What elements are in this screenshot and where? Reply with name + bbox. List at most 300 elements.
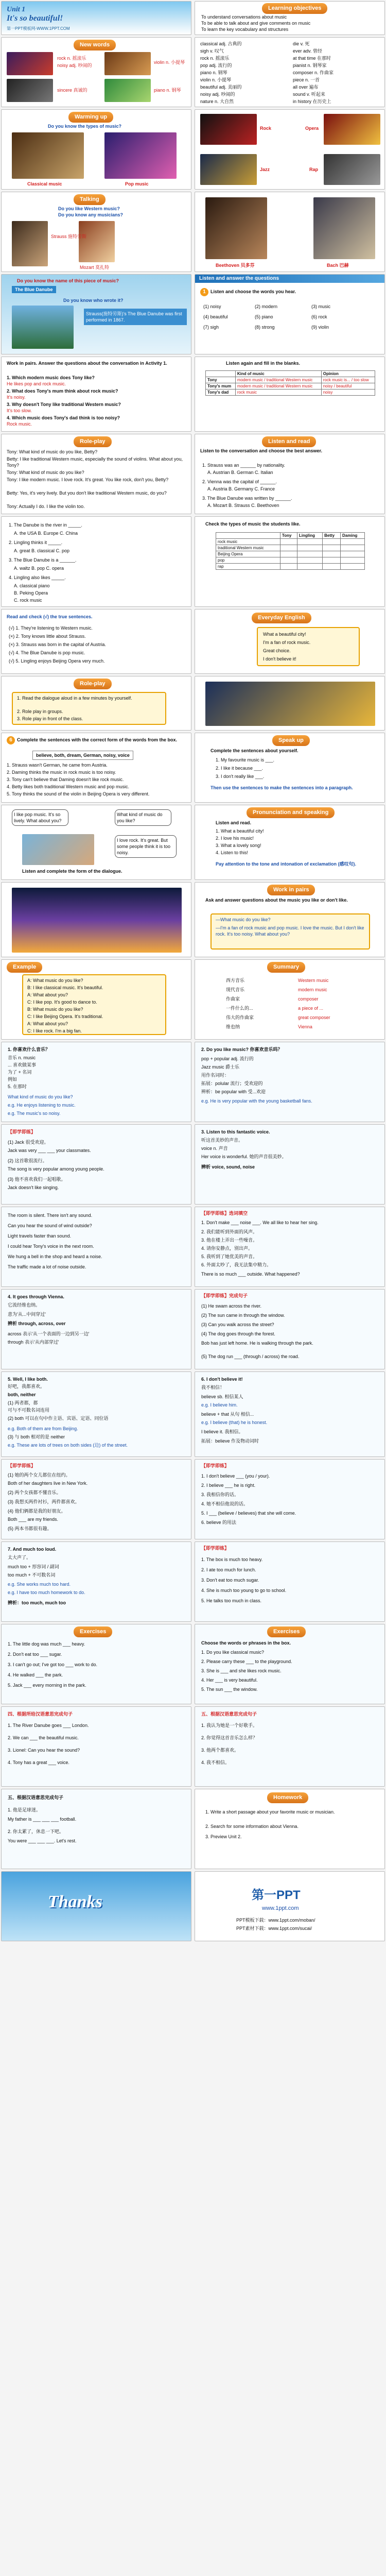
new-words-header: New words: [74, 40, 116, 50]
dialogue-line: Betty: Yes, it's very lively. But you don't like traditional Western music, do you?: [7, 490, 167, 496]
practice-line: 2. I believe ___ he is right.: [201, 1483, 256, 1488]
through-line: across 表示'从一个表面的一边到另一边': [8, 1331, 90, 1336]
rap-label: Rap: [309, 167, 319, 172]
vocab-item: die v. 死: [293, 41, 310, 46]
exercises-slide-1: [1, 1624, 191, 1704]
example-line: C: I like Beijing Opera. It's traditional.: [27, 1014, 103, 1019]
blue-danube-slide: [1, 274, 191, 354]
everyday-english-slide: [195, 609, 385, 674]
listen-read-slide: [195, 434, 385, 514]
composers-slide: [195, 192, 385, 272]
summary-en: a piece of ...: [298, 1006, 324, 1011]
true-instruction: Read and check (√) the true sentences.: [7, 614, 93, 619]
voice-line: voice n. 声音: [201, 1146, 228, 1151]
grammar-line: 拓展：polular 流行；受欢迎的: [201, 1081, 263, 1086]
option[interactable]: (7) sigh: [203, 325, 219, 330]
grammar-line: 用作名词时：: [201, 1073, 230, 1078]
practice-line: (5) The dog run ___ (through / across) the road.: [201, 1354, 300, 1359]
both-slide: [1, 1371, 191, 1457]
believe-line: believe + that 从句 相信...: [201, 1412, 254, 1417]
practice-line: (2) 这首歌很流行。: [8, 1158, 47, 1163]
table-cell: modern music / traditional Western music: [235, 377, 321, 383]
practice-line: 5. 我听到了她优美的声音。: [201, 1254, 258, 1259]
table-cell: Beijing Opera: [216, 551, 280, 557]
piano-photo: [7, 79, 53, 102]
exercise-line: 4. 我不相信。: [201, 1760, 230, 1765]
believe-line: 6. I don't believe it!: [201, 1377, 243, 1382]
practice-line: 3. Don't eat too much sugar.: [201, 1578, 259, 1583]
summary-en: Vienna: [298, 1024, 312, 1029]
word-piano: piano n. 钢琴: [154, 88, 181, 93]
concert-stage-photo: [12, 888, 182, 953]
example-line: A: What about you?: [27, 1021, 68, 1026]
complete-words-slide: [1, 733, 191, 803]
pron-item: 2. I love his music!: [216, 836, 254, 841]
speech-bubble: What kind of music do you like?: [115, 809, 171, 826]
exercise-line: 4. He walked ___ the park.: [8, 1672, 63, 1677]
work-pairs-header: Work in pairs: [267, 885, 315, 895]
activity-number: 6: [7, 736, 15, 744]
answer: It's noisy.: [7, 395, 26, 400]
vocab-item: rock n. 摇滚乐: [200, 56, 230, 61]
vocab-item: pianist n. 钢琴家: [293, 63, 327, 68]
grammar-line: 音乐 n. music: [8, 1055, 36, 1060]
talking-header: Talking: [74, 194, 106, 205]
practice-line: Both of her daughters live in New York.: [8, 1481, 88, 1486]
practice-title: 【即学即练】: [8, 1463, 36, 1468]
quiz-item: 2. Lingling thinks it _____.: [9, 540, 63, 545]
exercise-line: 4. Tony has a great ___ voice.: [8, 1760, 69, 1765]
vocab-item: classical adj. 古典的: [200, 41, 242, 46]
complete-item: 4. Betty likes both traditional Western music and pop music.: [7, 784, 129, 789]
talking-slide: [1, 192, 191, 272]
bach-portrait: [313, 197, 375, 259]
everyday-item: I'm a fan of rock music.: [263, 640, 311, 645]
question: 2. What does Tony's mum think about rock music?: [7, 388, 118, 394]
practice-line: 3. 他在楼上弄出一些噪音。: [201, 1238, 258, 1243]
practice-line: Both ___ are my friends.: [8, 1517, 59, 1522]
quiz-options[interactable]: A. Mozart B. Strauss C. Beethoven: [207, 503, 279, 508]
bubble-dialogue-slide: [1, 805, 191, 880]
complete-item: 1. Strauss wasn't German, he came from Austria.: [7, 762, 108, 768]
pron-item: 1. What a beautiful city!: [216, 828, 264, 834]
exercise-line: 2. Don't eat too ___ sugar.: [8, 1652, 62, 1657]
quiz-item: 3. The Blue Danube was written by ______.: [202, 496, 292, 501]
exercises-slide-5: [1, 1789, 191, 1869]
pairs-answer-slide: [1, 357, 191, 432]
quiz-item: 1. Strauss was an ______ by nationality.: [202, 463, 285, 468]
new-words-slide: [1, 37, 191, 107]
vocab-slide: [195, 37, 385, 107]
believe-line: e.g. I believe him.: [201, 1402, 238, 1408]
option[interactable]: (2) modern: [255, 304, 278, 309]
danube-quiz-slide: [1, 516, 191, 607]
pronunciation-header: Pronunciation and speaking: [247, 807, 335, 818]
talking-question: Do you know any musicians?: [58, 212, 124, 217]
table-cell: rock music: [235, 389, 321, 396]
dialogue-line: Tony: I like modern music. I love rock. It's great. You like rock, don't you, Betty?: [7, 477, 169, 482]
music-check-table: [216, 532, 365, 570]
question: 3. Why doesn't Tony like traditional Western music?: [7, 402, 121, 407]
dialogue-line: Betty: I like traditional Western music, especially the sound of violins. What about you, Tony?: [7, 456, 183, 468]
voice-line: 听这首美妙的声音。: [201, 1138, 243, 1143]
grammar-line: 5. 在那时: [8, 1084, 27, 1089]
option[interactable]: (8) strong: [255, 325, 275, 330]
beethoven-label: Beethoven 贝多芬: [216, 263, 255, 268]
practice-line: (4) 他们俩都是我的好朋友。: [8, 1509, 66, 1514]
practice-line: (3) 我想买两件衬衫，两件都喜欢。: [8, 1499, 80, 1504]
practice-title: 【即学即练】: [201, 1546, 230, 1551]
complete-item: 3. Tony can't believe that Daming doesn't like rock music.: [7, 777, 124, 782]
jazz-label: Jazz: [260, 167, 270, 172]
quiz-options[interactable]: B. Peking Opera: [14, 590, 48, 596]
rock-label: Rock: [260, 126, 272, 131]
true-item: (√) 5. Lingling enjoys Beijing Opera very much.: [9, 658, 105, 664]
practice-line: 6. 外面太吵了，我无法集中精力。: [201, 1262, 272, 1267]
summary-cn: 西方音乐: [226, 978, 245, 983]
grammar-example: e.g. He enjoys listening to music.: [8, 1103, 76, 1108]
brand-slide: [195, 1871, 385, 1941]
violin-photo: [104, 52, 151, 75]
vocab-item: sound v. 听起来: [293, 92, 325, 97]
grammar-line: 1. 你喜欢什么音乐？: [8, 1047, 50, 1052]
table-cell: noisy: [321, 389, 375, 396]
grammar-line: ... 喜欢做某事: [8, 1062, 37, 1067]
true-item: (×) 3. Strauss was born in the capital of Austria.: [9, 642, 106, 647]
believe-line: believe sb. 相信某人: [201, 1394, 243, 1399]
true-item: (×) 2. Tony knows little about Strauss.: [9, 634, 86, 639]
author-question: Do you know who wrote it?: [63, 298, 124, 303]
quiz-options[interactable]: C. rock music: [14, 598, 42, 603]
classical-label: Classical music: [27, 181, 62, 187]
exercise-line: 4. Her ___ is very beautiful.: [201, 1677, 258, 1683]
exercise-line: 3. 他两个都喜欢。: [201, 1748, 239, 1753]
option[interactable]: (6) rock: [311, 314, 327, 319]
practice-line: (2) 两个女孩都不懂音乐。: [8, 1490, 61, 1495]
dialogue-line: Tony: What kind of music do you like?: [7, 470, 84, 475]
practice-line: The song is very popular among young people.: [8, 1166, 104, 1172]
believe-line: I believe it. 我相信。: [201, 1429, 243, 1434]
summary-header: Summary: [267, 962, 305, 973]
quiz-options[interactable]: A. classical piano: [14, 583, 50, 588]
everyday-item: Great choice.: [263, 648, 291, 653]
grammar-line: 辨析：be popular with 受...欢迎: [201, 1089, 266, 1094]
sound-line: The room is silent. There isn't any sound.: [8, 1213, 93, 1218]
too-much-line: 辨析：too much, much too: [8, 1600, 66, 1605]
through-line: 它流经维也纳。: [8, 1302, 41, 1308]
exercise-line: 2. Please carry these ___ to the playground.: [201, 1659, 292, 1664]
thanks-title: Thanks: [48, 1892, 102, 1911]
vocab-item: at that time 在那时: [293, 56, 331, 61]
everyday-header: Everyday English: [252, 613, 311, 623]
quiz-options[interactable]: A. the USA B. Europe C. China: [14, 531, 78, 536]
music-types-slide: [195, 109, 385, 190]
summary-cn: 伟大的作曲家: [226, 1015, 254, 1020]
quiz-options[interactable]: A. great B. classical C. pop: [14, 548, 70, 553]
practice-slide-1: [1, 1124, 191, 1205]
option[interactable]: (3) music: [311, 304, 331, 309]
practice-slide-5: [195, 1459, 385, 1539]
example-line: B: What music do you like?: [27, 1007, 83, 1012]
summary-slide: [195, 959, 385, 1040]
word-sincere: sincere 真诚的: [57, 88, 87, 93]
practice-slide-2: [195, 1207, 385, 1287]
quiz-options[interactable]: A. waltz B. pop C. opera: [14, 566, 64, 571]
example-slide: [1, 959, 191, 1040]
table-header: [216, 533, 280, 539]
table-header: Lingling: [297, 533, 322, 539]
example-line: A: What about you?: [27, 992, 68, 997]
piece-name: The Blue Danube: [12, 286, 56, 293]
talking-question: Do you like Western music?: [58, 206, 120, 211]
work-pairs-slide: [195, 882, 385, 957]
voice-line: 辨析 voice, sound, noise: [201, 1164, 255, 1170]
table-cell: rock music is... / too slow: [321, 377, 375, 383]
practice-line: (5) 两本书都很有趣。: [8, 1526, 52, 1531]
lesson-title: It's so beautiful!: [7, 14, 63, 23]
pop-photo: [104, 132, 177, 179]
rock-photo: [7, 52, 53, 75]
activity-number: 1: [200, 288, 208, 296]
danube-photo: [12, 306, 74, 349]
believe-line: 我不相信！: [201, 1385, 225, 1390]
example-line: B: I like classical music. It's beautiful.: [27, 985, 103, 990]
example-line: —I'm a fan of rock music and pop music. I love the music. But I don't like rock. It's too noisy. What about you?: [216, 925, 364, 937]
brand-name: 第一PPT: [252, 1888, 301, 1902]
exercise-line: 2. We can ___ the beautiful music.: [8, 1735, 79, 1740]
practice-line: 3. 我相信你的话。: [201, 1492, 239, 1497]
everyday-item: What a beautiful city!: [263, 632, 306, 637]
everyday-photo-slide: [195, 676, 385, 731]
true-item: (√) 1. They're listening to Western music.: [9, 625, 93, 631]
strauss-label: Strauss 施特劳斯: [51, 234, 87, 239]
danube-note: Strauss(施特劳斯)'s The Blue Danube was first performed in 1867.: [84, 309, 187, 325]
objectives-slide: [195, 1, 385, 35]
practice-title: 【即学即练】: [201, 1463, 230, 1468]
practice-line: 5. He talks too much in class.: [201, 1598, 262, 1603]
vocab-item: piano n. 钢琴: [200, 70, 227, 75]
practice-slide-3: [195, 1289, 385, 1369]
sound-line: Can you hear the sound of wind outside?: [8, 1223, 92, 1228]
pop-label: Pop music: [125, 181, 149, 187]
strauss-portrait: [12, 221, 48, 266]
summary-en: Western music: [298, 978, 329, 983]
question: 1. Which modern music does Tony like?: [7, 375, 95, 380]
example-line: C: I like pop. It's good to dance to.: [27, 999, 97, 1005]
exercise-line: 五、根据汉语意思完成句子: [8, 1795, 64, 1800]
exercise-line: 3. I can't go out; I've got too ___ work to do.: [8, 1662, 98, 1667]
table-cell: Tony: [206, 377, 236, 383]
table-cell: pop: [216, 557, 280, 564]
speak-item: 2. I like it because ___.: [216, 766, 264, 771]
check-instruction: Check the types of music the students like.: [205, 521, 301, 527]
grammar-line: Jazz music 爵士乐: [201, 1064, 240, 1070]
both-line: (1) 两者都，都: [8, 1400, 38, 1405]
summary-en: modern music: [298, 987, 327, 992]
role-play-slide: [1, 434, 191, 514]
quiz-item: 4. Lingling also likes _____.: [9, 575, 66, 580]
role-play-item: 3. Role play in front of the class.: [17, 716, 83, 721]
opinion-table: [205, 370, 375, 396]
vocab-item: violin n. 小提琴: [200, 77, 232, 82]
sound-line: We hung a bell in the shop and heard a noise.: [8, 1254, 102, 1259]
too-much-line: e.g. She works much too hard.: [8, 1582, 71, 1587]
rap-photo: [324, 154, 380, 185]
both-line: 5. Well, I like both.: [8, 1377, 48, 1382]
vocab-item: beautiful adj. 美丽的: [200, 84, 242, 90]
pron-item: 3. What a lovely song!: [216, 843, 261, 848]
homework-item: 3. Preview Unit 2.: [205, 1834, 242, 1839]
exercise-line: 1. 我认为她是一个好歌手。: [201, 1723, 258, 1728]
vocab-item: sigh v. 叹气: [200, 48, 224, 54]
exercise-line: 5. Jack ___ every morning in the park.: [8, 1683, 86, 1688]
too-much-line: e.g. I have too much homework to do.: [8, 1590, 85, 1595]
brand-contact: PPT素材下载：www.1ppt.com/sucai/: [236, 1926, 312, 1931]
exercises-slide-2: [195, 1624, 385, 1704]
exercises-header: Exercises: [74, 1626, 112, 1637]
too-much-slide: [1, 1541, 191, 1622]
title-slide: [1, 1, 191, 35]
mozart-label: Mozart 莫扎特: [80, 265, 110, 270]
pron-instruction: Pay attention to the tone and intonation of exclamation (感叹句).: [216, 861, 357, 867]
example-line: —What music do you like?: [216, 917, 271, 922]
question: 4. Which music does Tony's dad think is too noisy?: [7, 415, 120, 420]
practice-line: Bob has just left home. He is walking through the park.: [201, 1341, 313, 1346]
exercise-line: 1. The little dog was much ___ heavy.: [8, 1641, 85, 1647]
table-header: Betty: [323, 533, 341, 539]
both-line: (3) 与 both 相对的是 neither: [8, 1434, 65, 1439]
example-header: Example: [7, 962, 42, 973]
answer: He likes pop and rock music.: [7, 381, 66, 386]
table-cell: modern music / traditional Western music: [235, 383, 321, 389]
complete-instruction: Complete the sentences with the correct form of the words from the box.: [17, 737, 178, 742]
piece-question: Do you know the name of this piece of music?: [17, 278, 119, 283]
table-cell: rap: [216, 564, 280, 570]
through-line: 意为'从...中间穿过': [8, 1312, 46, 1317]
practice-slide-6: [195, 1541, 385, 1622]
vocab-item: ever adv. 曾经: [293, 48, 322, 54]
warming-up-slide: [1, 109, 191, 190]
summary-cn: 作曲家: [226, 996, 240, 1002]
pairs-instruction: Ask and answer questions about the music you like or don't like.: [205, 897, 348, 903]
pronunciation-slide: [195, 805, 385, 880]
speak-up-header: Speak up: [272, 735, 310, 746]
quiz-item: 3. The Blue Danube is a ______.: [9, 557, 77, 563]
practice-title: 【即学即练】选词填空: [201, 1211, 248, 1216]
unit-label: Unit 1: [7, 6, 26, 13]
check-music-slide: [195, 516, 385, 607]
exercise-line: 1. The River Danube goes ___ London.: [8, 1723, 89, 1728]
complete-item: 5. Tony thinks the sound of the violin in Beijing Opera is very different.: [7, 791, 150, 796]
grammar-slide-1: [1, 1042, 191, 1122]
quiz-item: 1. The Danube is the river in _____.: [9, 522, 82, 528]
vocab-item: pop adj. 流行的: [200, 63, 232, 68]
through-line: 辨析 through, across, over: [8, 1321, 66, 1326]
listen-read-header: Listen and read: [262, 436, 316, 447]
mozart-portrait: [79, 221, 115, 262]
exercise-title: 四、根据所给汉语意思完成句子: [8, 1711, 73, 1717]
table-cell: Tony's dad: [206, 389, 236, 396]
too-much-line: much too + 形容词 / 副词: [8, 1564, 59, 1569]
believe-slide: [195, 1371, 385, 1457]
practice-title: 【即学即练】完成句子: [201, 1293, 248, 1298]
exercise-line: 3. Lionel: Can you hear the sound?: [8, 1748, 80, 1753]
word-box: believe, both, dream, German, noisy, voice: [32, 751, 133, 760]
exercise-line: 1. Do you like classical music?: [201, 1650, 265, 1655]
voice-line: 3. Listen to this fantastic voice.: [201, 1129, 270, 1134]
jazz-photo: [200, 154, 257, 185]
bubble-instruction: Listen and complete the form of the dialogue.: [22, 869, 122, 874]
both-line: e.g. These are lots of trees on both sides (边) of the street.: [8, 1443, 128, 1448]
exercise-line: You were ___ ___ ___. Let's rest.: [8, 1838, 77, 1843]
role-play-header: Role-play: [74, 679, 112, 689]
quiz-options[interactable]: A. Austria B. Germany C. France: [207, 486, 275, 492]
practice-line: 4. 她不相信他说的话。: [201, 1501, 249, 1506]
opera-label: Opera: [305, 126, 319, 131]
grammar-line: 2. Do you like music? 你喜欢音乐吗？: [201, 1047, 283, 1052]
homework-item: 1. Write a short passage about your favorite music or musician.: [205, 1809, 335, 1815]
both-line: (2) both 可以在句中作主语、宾语、定语、同位语: [8, 1416, 109, 1421]
role-play-2-slide: [1, 676, 191, 731]
pron-item: 4. Listen to this!: [216, 850, 249, 855]
exercise-title: 五、根据汉语意思完成句子: [201, 1711, 257, 1717]
option[interactable]: (5) piano: [255, 314, 273, 319]
practice-line: (3) 他不喜欢我们一起唱歌。: [8, 1177, 66, 1182]
thanks-slide: [1, 1871, 191, 1941]
both-line: 好吧，我都喜欢。: [8, 1384, 45, 1389]
listen-choose-slide: [195, 274, 385, 354]
homework-item: 2. Search for some information about Vienna.: [205, 1824, 299, 1829]
option[interactable]: (1) noisy: [203, 304, 221, 309]
option[interactable]: (9) violin: [311, 325, 329, 330]
quiz-item: 2. Vienna was the capital of ______.: [202, 479, 277, 484]
summary-en: composer: [298, 996, 319, 1002]
sound-line: Light travels faster than sound.: [8, 1233, 72, 1239]
vocab-item: piece n. 一首: [293, 77, 320, 82]
exercise-line: 3. She is ___ and she likes rock music.: [201, 1668, 282, 1673]
bach-label: Bach 巴赫: [327, 263, 349, 268]
example-line: C: I like rock. I'm a big fan.: [27, 1028, 82, 1033]
option[interactable]: (4) beautiful: [203, 314, 228, 319]
vocab-item: nature n. 大自然: [200, 99, 234, 104]
practice-line: 1. Don't make ___ noise ___. We all like to hear her sing.: [201, 1220, 319, 1225]
table-cell: rock music: [216, 539, 280, 545]
speak-item: 1. My favourite music is ___.: [216, 757, 275, 762]
through-line: through 表示'从内部穿过': [8, 1340, 59, 1345]
grammar-line: pop + popular adj. 流行的: [201, 1056, 254, 1061]
exercise-line: 2. 你觉得这首音乐怎么样？: [201, 1735, 258, 1740]
summary-cn: 现代音乐: [226, 987, 245, 992]
practice-line: 1. The box is much too heavy.: [201, 1557, 263, 1562]
word-rock: rock n. 摇滚乐: [57, 56, 86, 61]
through-line: 4. It goes through Vienna.: [8, 1294, 64, 1299]
too-much-line: too much + 不可数名词: [8, 1572, 56, 1578]
quiz-options[interactable]: A. Austrian B. German C. Italian: [207, 470, 273, 475]
believe-line: 拓展：believe 作及物动词时: [201, 1438, 259, 1444]
speak-instruction: Complete the sentences about yourself.: [210, 748, 299, 753]
both-line: both, neither: [8, 1392, 36, 1397]
practice-line: 2. 我们能听到外面的风声。: [201, 1229, 258, 1234]
role-play-header: Role-play: [74, 436, 112, 447]
students-photo: [22, 834, 94, 865]
beethoven-portrait: [205, 197, 267, 259]
grammar-line: 为了 + 名词: [8, 1070, 32, 1075]
role-play-item: 2. Role play in groups.: [17, 709, 63, 714]
nature-photo: [104, 79, 151, 102]
classical-photo: [12, 132, 84, 179]
vocab-item: in history 在历史上: [293, 99, 331, 104]
dialogue-line: Tony: What kind of music do you like, Betty?: [7, 449, 98, 454]
